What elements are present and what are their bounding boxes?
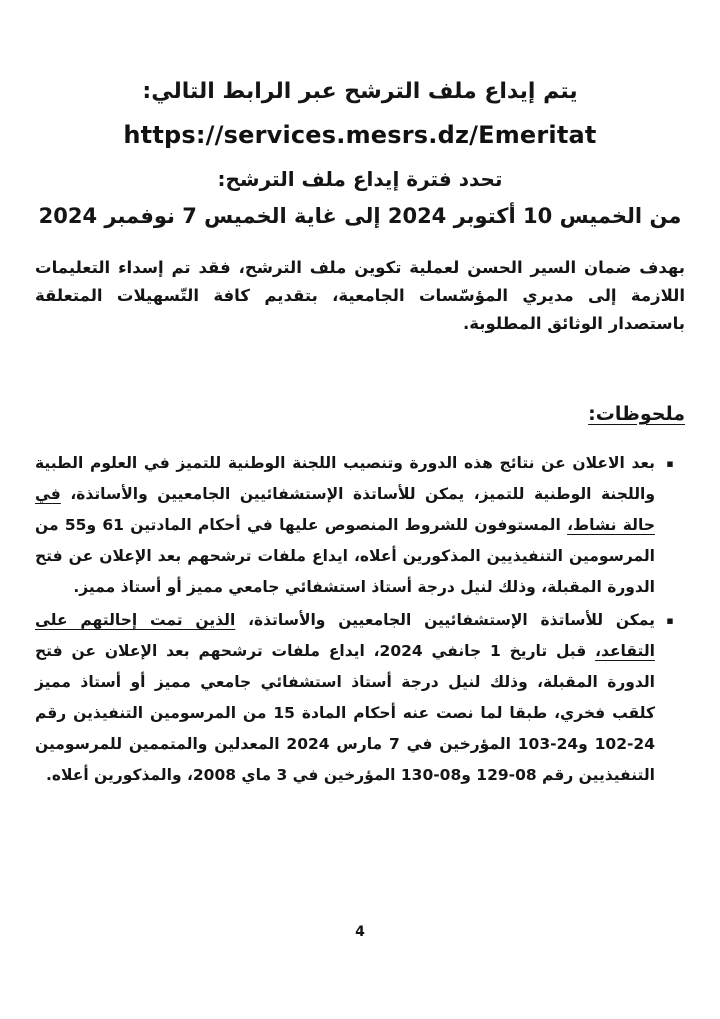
submission-link-line: يتم إيداع ملف الترشح عبر الرابط التالي: bbox=[142, 79, 578, 104]
submission-dates-line: من الخميس 10 أكتوبر 2024 إلى غاية الخميس 7 نوفمبر 2024 bbox=[38, 204, 682, 228]
note-item-active-professors bbox=[35, 448, 685, 603]
square-bullet-icon: ▪ bbox=[666, 614, 674, 627]
note-text bbox=[35, 605, 655, 791]
page-number: 4 bbox=[355, 924, 365, 940]
note-text-post: المستوفون للشروط المنصوص عليها في أحكام المادتين 61 و55 من المرسومين التنفيذيين المذكورين أعلاه، ايداع ملفات ترشحهم بعد الإعلان عن فتح الدورة المقبلة، وذلك لنيل درجة أستاذ استشفائي جامعي مميز أو أستاذ مميز. bbox=[35, 516, 655, 596]
square-bullet-icon: ▪ bbox=[666, 457, 674, 470]
submission-period-line: تحدد فترة إيداع ملف الترشح: bbox=[217, 167, 503, 191]
note-text-pre: يمكن للأساتذة الإستشفائيين الجامعيين والأساتذة، bbox=[235, 611, 655, 629]
intro-paragraph: بهدف ضمان السير الحسن لعملية تكوين ملف الترشح، فقد تم إسداء التعليمات اللازمة إلى مديري المؤسّسات الجامعية، بتقديم كافة التّسهيلات المتعلقة باستصدار الوثائق المطلوبة. bbox=[35, 258, 685, 333]
notes-title: ملحوظات: bbox=[588, 403, 685, 425]
note-text-pre: بعد الاعلان عن نتائج هذه الدورة وتنصيب اللجنة الوطنية للتميز في العلوم الطبية واللجنة الوطنية للتميز، يمكن للأساتذة الإستشفائيين الجامعيين والأساتذة، bbox=[35, 454, 655, 503]
note-item-retired-professors bbox=[35, 605, 685, 791]
note-text bbox=[35, 448, 655, 603]
header bbox=[35, 78, 685, 230]
note-text-post: قبل تاريخ 1 جانفي 2024، ايداع ملفات ترشحهم بعد الإعلان عن فتح الدورة المقبلة، وذلك لنيل درجة أستاذ استشفائي جامعي مميز أو أستاذ مميز كلقب فخري، طبقا لما نصت عنه أحكام المادة 15 من المرسومين التنفيذين رقم 24-102 و24-103 المؤرخين في 7 مارس 2024 المعدلين والمتممين للمرسومين التنفيذيين رقم 08-129 و08-130 المؤرخين في 3 ماي 2008، والمذكورين أعلاه. bbox=[35, 642, 655, 784]
notes-list bbox=[35, 448, 685, 791]
note-underlined-phrase: الذين تمت إحالتهم على التقاعد، bbox=[35, 611, 655, 660]
note-underlined-phrase: في حالة نشاط، bbox=[35, 485, 655, 534]
candidacy-url[interactable]: https://services.mesrs.dz/Emeritat bbox=[123, 121, 597, 149]
